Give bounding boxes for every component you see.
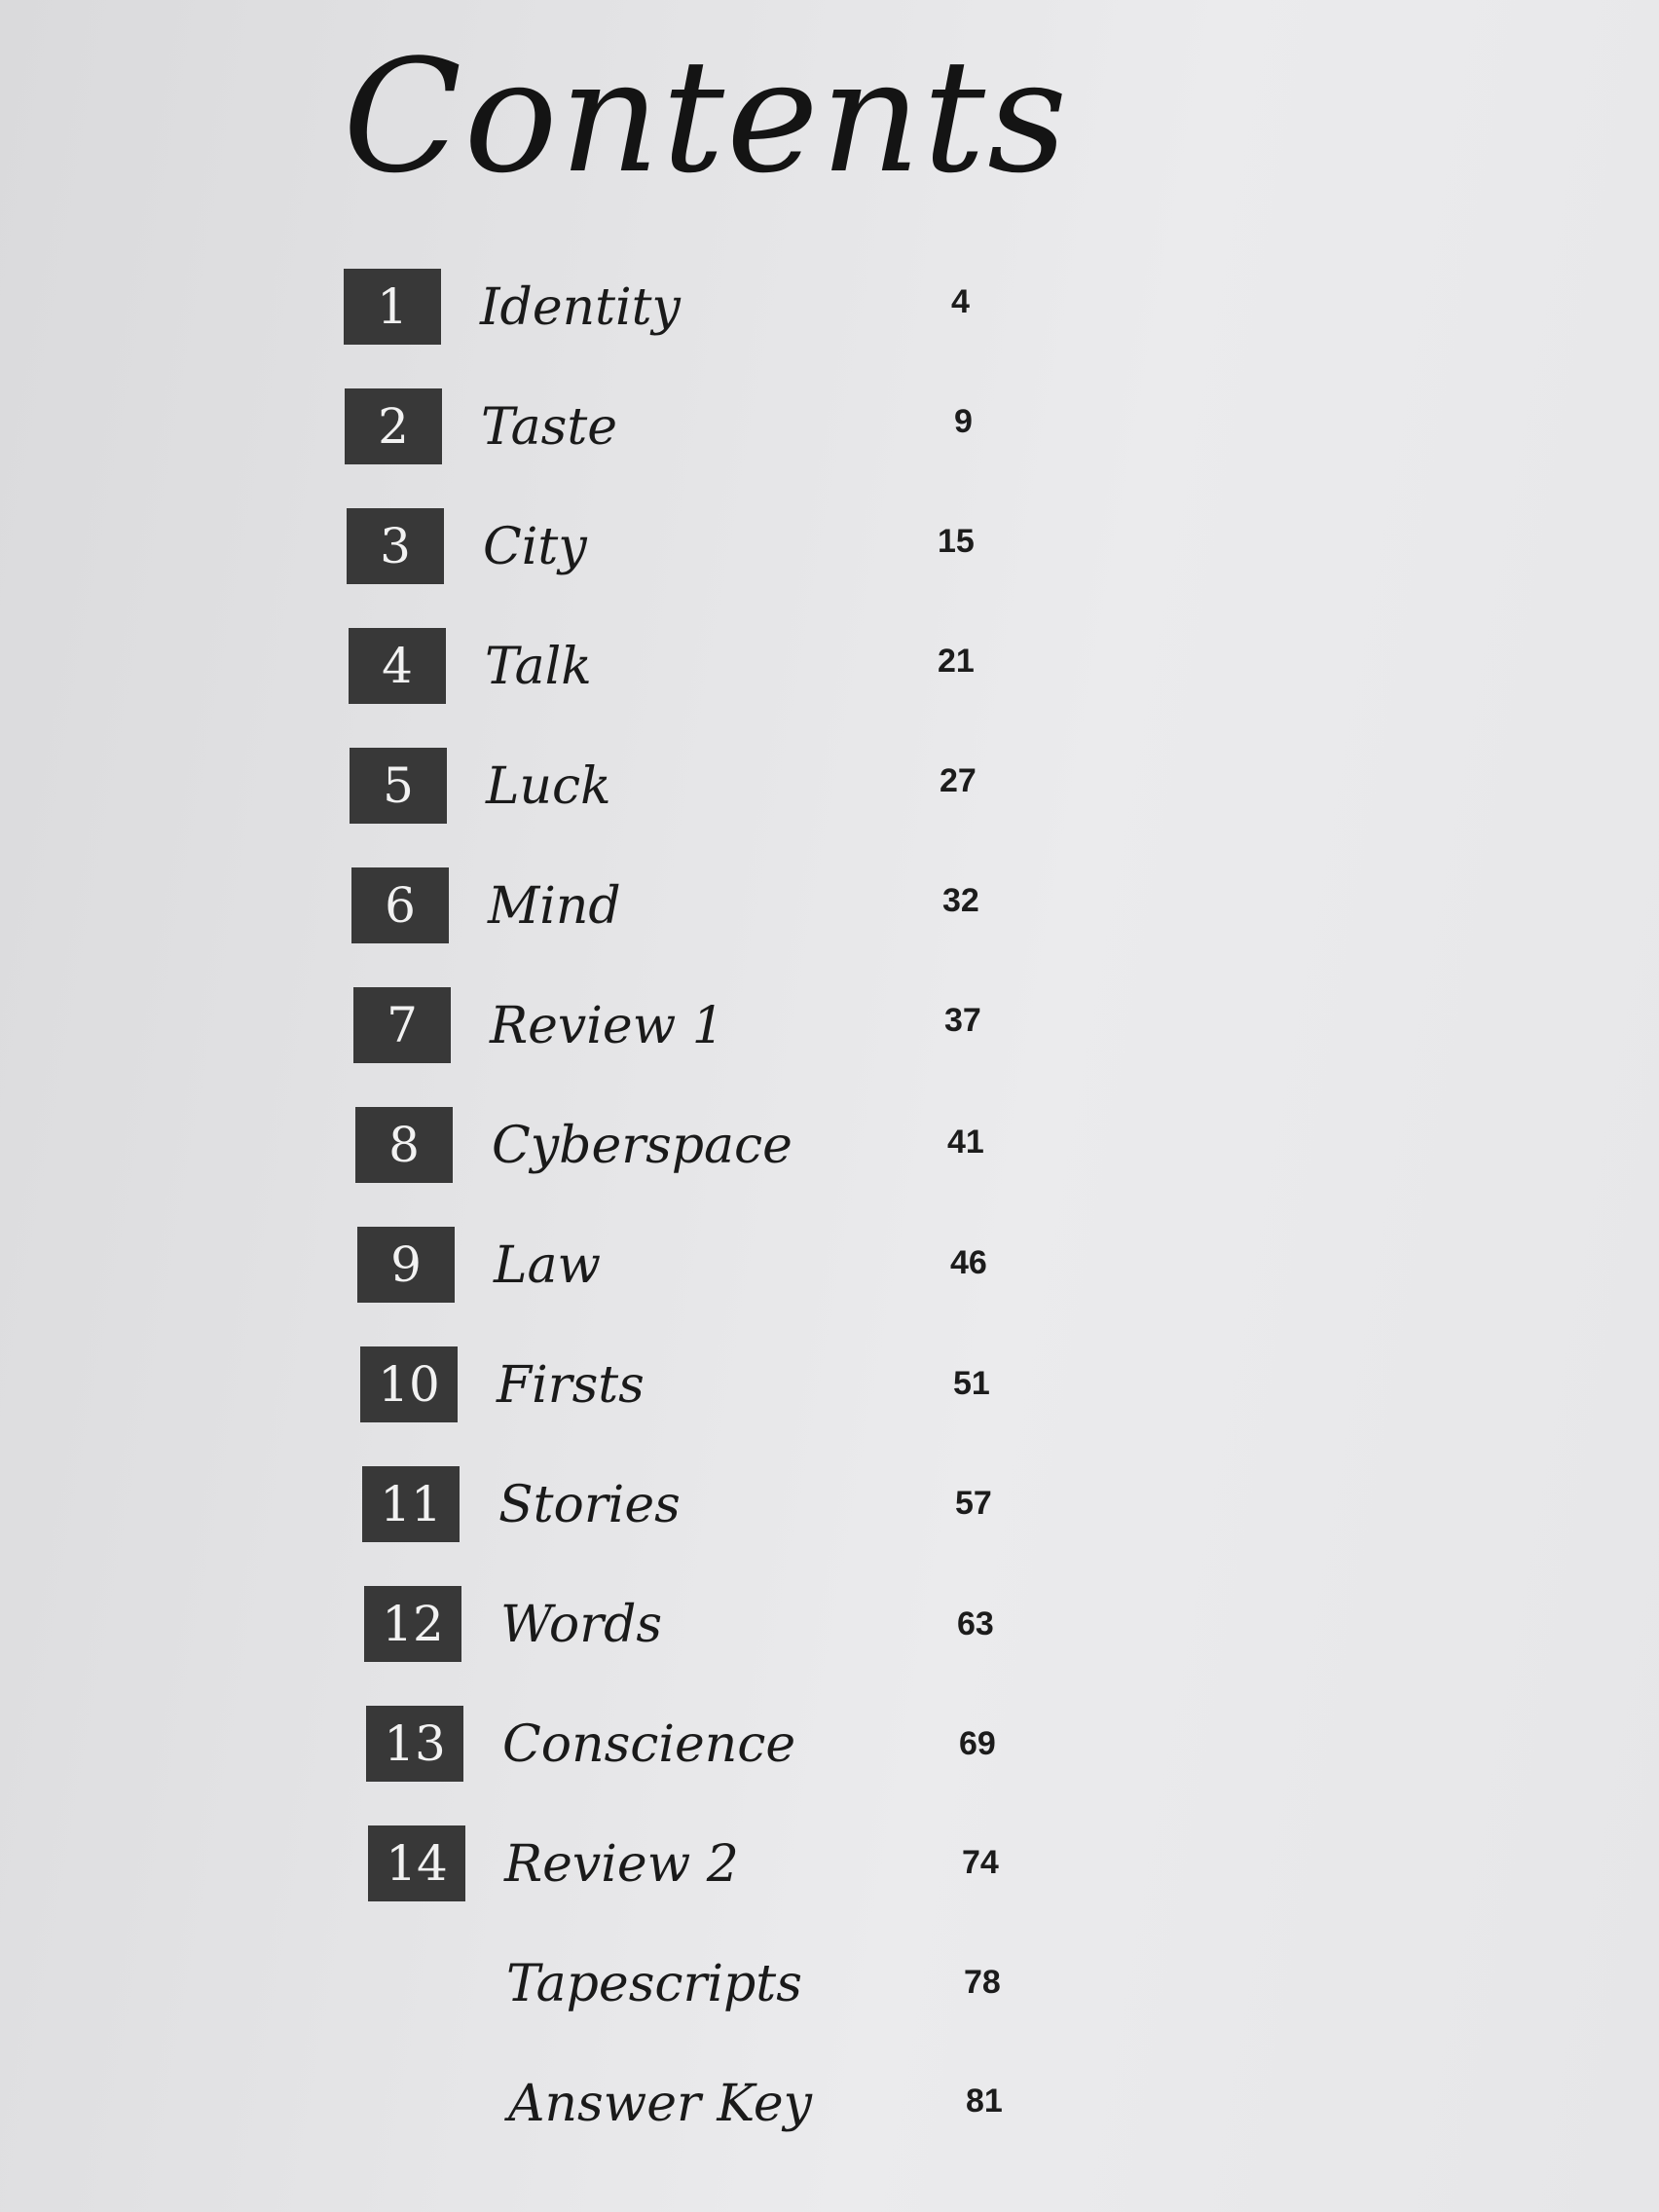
chapter-number: 8 <box>355 1107 453 1183</box>
chapter-title: Mind <box>488 877 621 936</box>
chapter-number: 7 <box>353 987 451 1063</box>
chapter-number: 5 <box>350 748 447 824</box>
chapter-title: City <box>483 518 587 576</box>
chapter-number: 13 <box>366 1706 463 1782</box>
chapter-title: Answer Key <box>508 2075 812 2133</box>
chapter-title: Conscience <box>502 1715 796 1774</box>
chapter-title: Review 1 <box>490 997 724 1055</box>
page-number: 21 <box>938 643 975 680</box>
chapter-title: Review 2 <box>504 1835 739 1894</box>
page-number: 46 <box>950 1244 987 1281</box>
page-number: 27 <box>940 762 977 799</box>
chapter-title: Tapescripts <box>506 1955 802 2013</box>
chapter-number: 1 <box>344 269 441 345</box>
chapter-number: 9 <box>357 1227 455 1303</box>
chapter-number: 10 <box>360 1346 458 1422</box>
page-number: 81 <box>966 2083 1003 2120</box>
page-number: 51 <box>953 1365 990 1402</box>
page-number: 15 <box>938 523 975 560</box>
page-number: 4 <box>951 283 970 320</box>
page-number: 9 <box>954 403 973 440</box>
chapter-number: 3 <box>347 508 444 584</box>
chapter-title: Talk <box>485 638 592 696</box>
page-number: 69 <box>959 1725 996 1762</box>
chapter-number: 6 <box>351 867 449 943</box>
chapter-title: Luck <box>486 757 611 816</box>
chapter-title: Cyberspace <box>492 1117 793 1175</box>
chapter-title: Law <box>494 1236 602 1295</box>
page-title: Contents <box>343 25 1070 207</box>
chapter-title: Firsts <box>497 1356 645 1415</box>
page-number: 63 <box>957 1605 994 1642</box>
chapter-title: Taste <box>481 398 618 457</box>
chapter-number: 4 <box>349 628 446 704</box>
page-number: 57 <box>955 1485 992 1522</box>
page-number: 74 <box>962 1844 999 1881</box>
page-number: 78 <box>964 1964 1001 2001</box>
chapter-number: 14 <box>368 1825 465 1901</box>
page-number: 37 <box>944 1002 981 1039</box>
chapter-number: 2 <box>345 388 442 464</box>
chapter-title: Identity <box>480 278 681 337</box>
page-number: 32 <box>942 882 979 919</box>
chapter-number: 11 <box>362 1466 460 1542</box>
page-number: 41 <box>947 1124 984 1161</box>
chapter-title: Words <box>500 1596 663 1654</box>
chapter-number: 12 <box>364 1586 461 1662</box>
chapter-title: Stories <box>498 1476 681 1534</box>
